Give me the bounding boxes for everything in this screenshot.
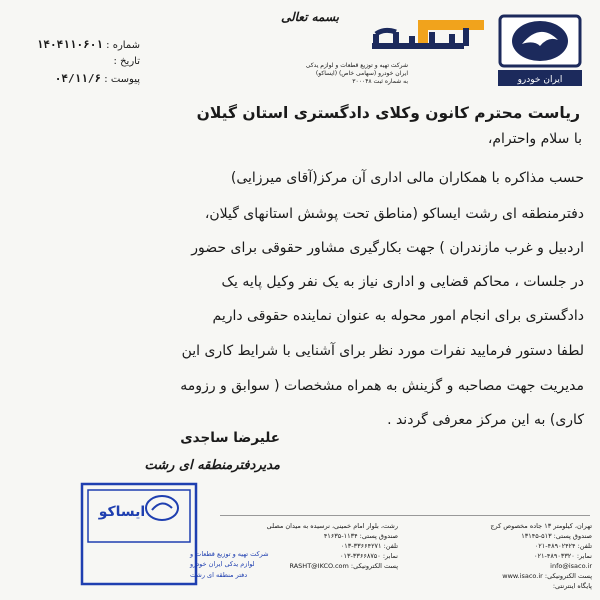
footer-rasht-line: تلفن: ۳۳۶۶۴۲۷۱-۰۱۳ [340,542,398,550]
isaco-logo [356,18,488,64]
footer-rasht-line: نمابر: ۳۳۶۶۸۷۵۰-۰۱۳ [340,552,398,560]
stamp-brand-text: ایساکو [98,504,146,520]
body-line: دادگستری برای انجام امور محوله به عنوان نماینده حقوقی داریم [212,308,584,324]
body-line: لطفا دستور فرمایید نفرات مورد نظر برای آشنایی با شرایط کاری این [181,343,584,359]
letter-title: ریاست محترم کانون وکلای دادگستری استان گیلان [196,104,580,122]
ikco-emblem-icon [494,12,586,90]
body-line: در جلسات ، محاکم قضایی و اداری نیاز به یک نفر وکیل پایه یک [221,274,584,290]
stamp-line-1: شرکت تهیه و توزیع قطعات و [190,550,269,558]
date-row [10,56,140,67]
signer-name: علیرضا ساجدی [180,430,280,446]
company-line-2: ایران خودرو (سهامی خاص) (ایساکو) [315,70,408,77]
body-line: دفترمنطقه ای رشت ایساکو (مناطق تحت پوشش استانهای گیلان، [204,206,584,222]
bismillah: بسمه تعالی [280,10,340,24]
signer-title: مدیردفترمنطقه ای رشت [144,458,280,473]
footer-divider [220,515,590,516]
ref-number: ۱۴۰۴۱۱۰۶۰۱ [36,38,103,51]
stamp-icon [76,478,269,590]
footer-rasht-line: صندوق پستی: ۱۱۳۴-۴۱۶۳۵ [323,532,398,540]
ikco-logo-text: ایران خودرو [517,75,563,85]
body-line: کاری) به این مرکز معرفی گردند . [387,412,584,428]
company-line-1: شرکت تهیه و توزیع قطعات و لوازم یدکی [305,62,408,69]
footer-tehran-line: صندوق پستی: ۵۱۳-۱۳۱۴۵ [521,532,592,540]
body-line: حسب مذاکره با همکاران مالی اداری آن مرکز(آقای میرزایی) [230,170,584,186]
date-value: ۰۴/۱۱/۶ [54,72,102,85]
ref-number-row [10,38,140,51]
stamp-line-2: لوازم یدکی ایران خودرو [190,560,255,568]
company-line-3: به شماره ثبت ۳۰۰۰۴۸ [352,78,408,85]
body-line: اردبیل و غرب مازندران ) جهت بکارگیری مشاور حقوقی برای حضور [191,240,584,256]
body-line: مدیریت جهت مصاحبه و گزینش به همراه مشخصات ( سوابق و رزومه [180,378,584,394]
footer-rasht-line: رشت، بلوار امام خمینی، نرسیده به میدان مصلی [266,522,398,530]
footer-tehran [402,521,592,591]
attachment-row [10,72,140,85]
office-stamp [76,478,269,590]
footer-tehran-line: تهران، کیلومتر ۱۳ جاده مخصوص کرج [490,522,592,530]
footer-tehran-line: پایگاه اینترنتی: [552,582,592,590]
footer-tehran-line: نمابر: ۴۸۹۰۳۳۲۰-۰۲۱ [534,552,592,560]
footer-rasht-line: پست الکترونیکی: RASHT@IKCO.com [289,562,398,570]
isaco-logo-icon [356,18,488,64]
date-label: تاریخ : [113,56,140,67]
stamp-line-3: دفتر منطقه ای رشت [190,571,248,579]
greeting: با سلام واحترام، [487,131,582,147]
ikco-logo [494,12,586,90]
ref-number-label: شماره : [106,40,140,51]
attachment-label: پیوست : [104,74,140,85]
footer-tehran-line: پست الکترونیکی: www.isaco.ir [502,572,592,580]
company-info [278,62,408,86]
footer-rasht [214,521,398,571]
footer-tehran-line: info@isaco.ir [550,562,592,570]
footer-tehran-line: تلفن: ۴۸۹۰۲۴۲۴-۰۲۱ [534,542,592,550]
